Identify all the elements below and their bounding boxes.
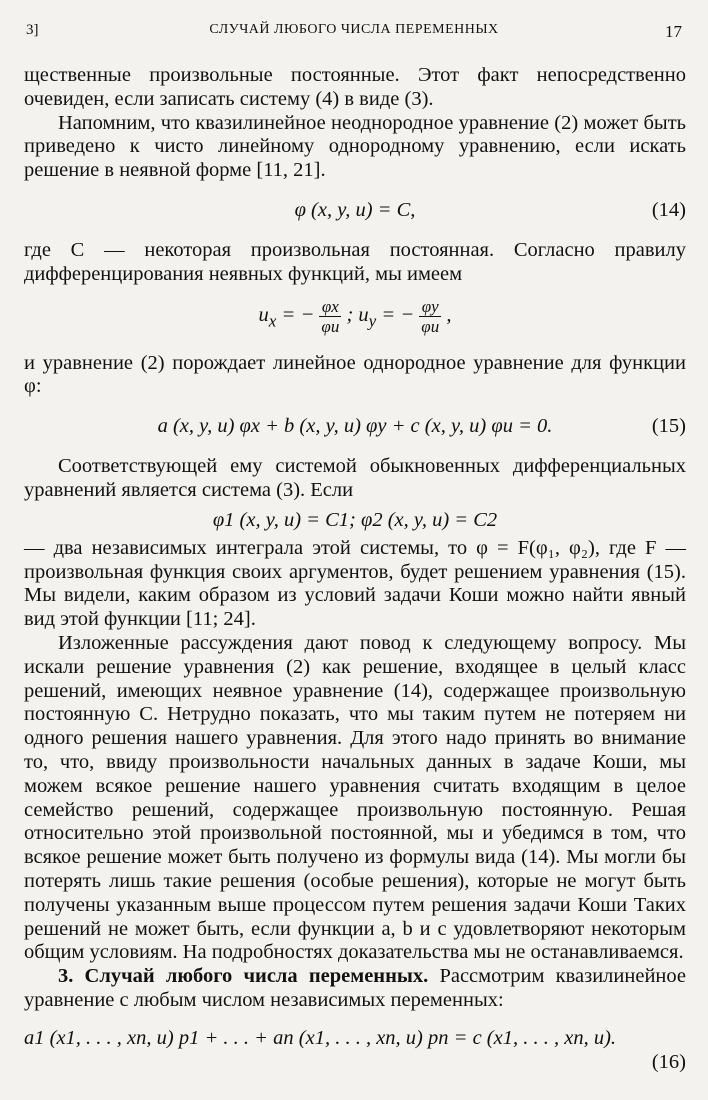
uy-subscript: y — [368, 310, 377, 330]
fraction-ux-numerator: φx — [319, 297, 341, 317]
paragraph-quasilinear: Напомним, что квазилинейное неоднородное уравнение (2) может быть приведено к чисто линейному однородному уравнению, если искать решение в неявной форме [11, 21]. — [24, 111, 686, 182]
paragraph-section-3 — [24, 965, 686, 1013]
paragraph-independent-integrals: — два независимых интеграла этой системы, то φ = F(φ₁, φ₂), где F — произвольная функция своих аргументов, будет решением уравнения (15). Мы видели, каким образом из условий задачи Коши можно найти явный вид этой функции [11; 24]. — [24, 536, 686, 631]
equals-minus-2: = − — [376, 303, 420, 326]
fraction-uy-denominator: φu — [421, 316, 440, 336]
uy-symbol: u — [358, 303, 369, 326]
fraction-uy-numerator: φy — [419, 297, 441, 317]
fraction-uy — [419, 297, 441, 336]
paragraph-reasoning: Изложенные рассуждения дают повод к следующему вопросу. Мы искали решение уравнения (2) как решение, входящее в целый класс решений, имеющих неявное уравнение (14), содержащее произвольную постоянную C. Нетрудно показать, что мы таким путем не потеряем ни одного решения нашего уравнения. Для этого надо принять во внимание то, что, ввиду произвольности начальных данных в задаче Коши, мы можем всякое решение нашего уравнения считать входящим в целое семейство решений, содержащее произвольную постоянную. Решая относительно этой произвольной постоянной, мы и убедимся в том, что всякое решение может быть получено из формулы вида (14). Мы могли бы потерять лишь такие решения (особые решения), которые не могут быть получены указанным выше процессом путем решения задачи Коши Таких решений не может быть, если функции a, b и c удовлетворяют некоторым общим условиям. На подробностях доказательства мы не останавливаемся. — [24, 631, 686, 964]
equation-15-body: a (x, y, u) φx + b (x, y, u) φy + c (x, y, u) φu = 0. — [157, 415, 553, 438]
equation-16-number: (16) — [651, 1050, 686, 1073]
fraction-ux — [319, 297, 341, 336]
equation-trailing-comma: , — [441, 303, 452, 326]
section-3-heading: 3. Случай любого числа переменных. — [58, 965, 429, 988]
equation-derivatives — [24, 297, 686, 336]
equation-14 — [24, 199, 686, 223]
paragraph-system: Соответствующей ему системой обыкновенных дифференциальных уравнений является система (3). Если — [24, 455, 686, 501]
equation-14-number: (14) — [651, 198, 686, 221]
paragraph-generates: и уравнение (2) порождает линейное однородное уравнение для функции φ: — [24, 351, 686, 398]
section-3-text: Рассмотрим квазилинейное уравнение с любым числом независимых переменных: — [24, 965, 686, 1011]
section-number: 3] — [26, 22, 39, 38]
equation-15 — [24, 415, 686, 439]
page-body — [24, 64, 686, 1074]
equation-16-body: a1 (x1, . . . , xn, u) p1 + . . . + an (x1, . . . , xn, u) pn = c (x1, . . . , xn, u). — [24, 1026, 617, 1049]
equation-integrals — [24, 509, 686, 533]
ux-subscript: x — [268, 310, 277, 330]
equals-minus-1: = − — [276, 303, 320, 326]
running-header — [26, 22, 682, 44]
paragraph-continuation: щественные произвольные постоянные. Этот факт непосредственно очевиден, если записать систему (4) в виде (3). — [24, 64, 686, 110]
equation-15-number: (15) — [651, 415, 686, 438]
ux-symbol: u — [258, 303, 269, 326]
fraction-ux-denominator: φu — [321, 316, 340, 336]
equation-integrals-body: φ1 (x, y, u) = C1; φ2 (x, y, u) = C2 — [212, 508, 498, 531]
equation-14-body: φ (x, y, u) = C, — [294, 198, 416, 221]
paragraph-implicit: где C — некоторая произвольная постоянная. Согласно правилу дифференцирования неявных функций, мы имеем — [24, 238, 686, 285]
equation-16 — [24, 1027, 686, 1075]
running-title: СЛУЧАЙ ЛЮБОГО ЧИСЛА ПЕРЕМЕННЫХ — [209, 22, 499, 37]
equation-separator: ; — [341, 303, 359, 326]
page-number: 17 — [665, 22, 682, 41]
